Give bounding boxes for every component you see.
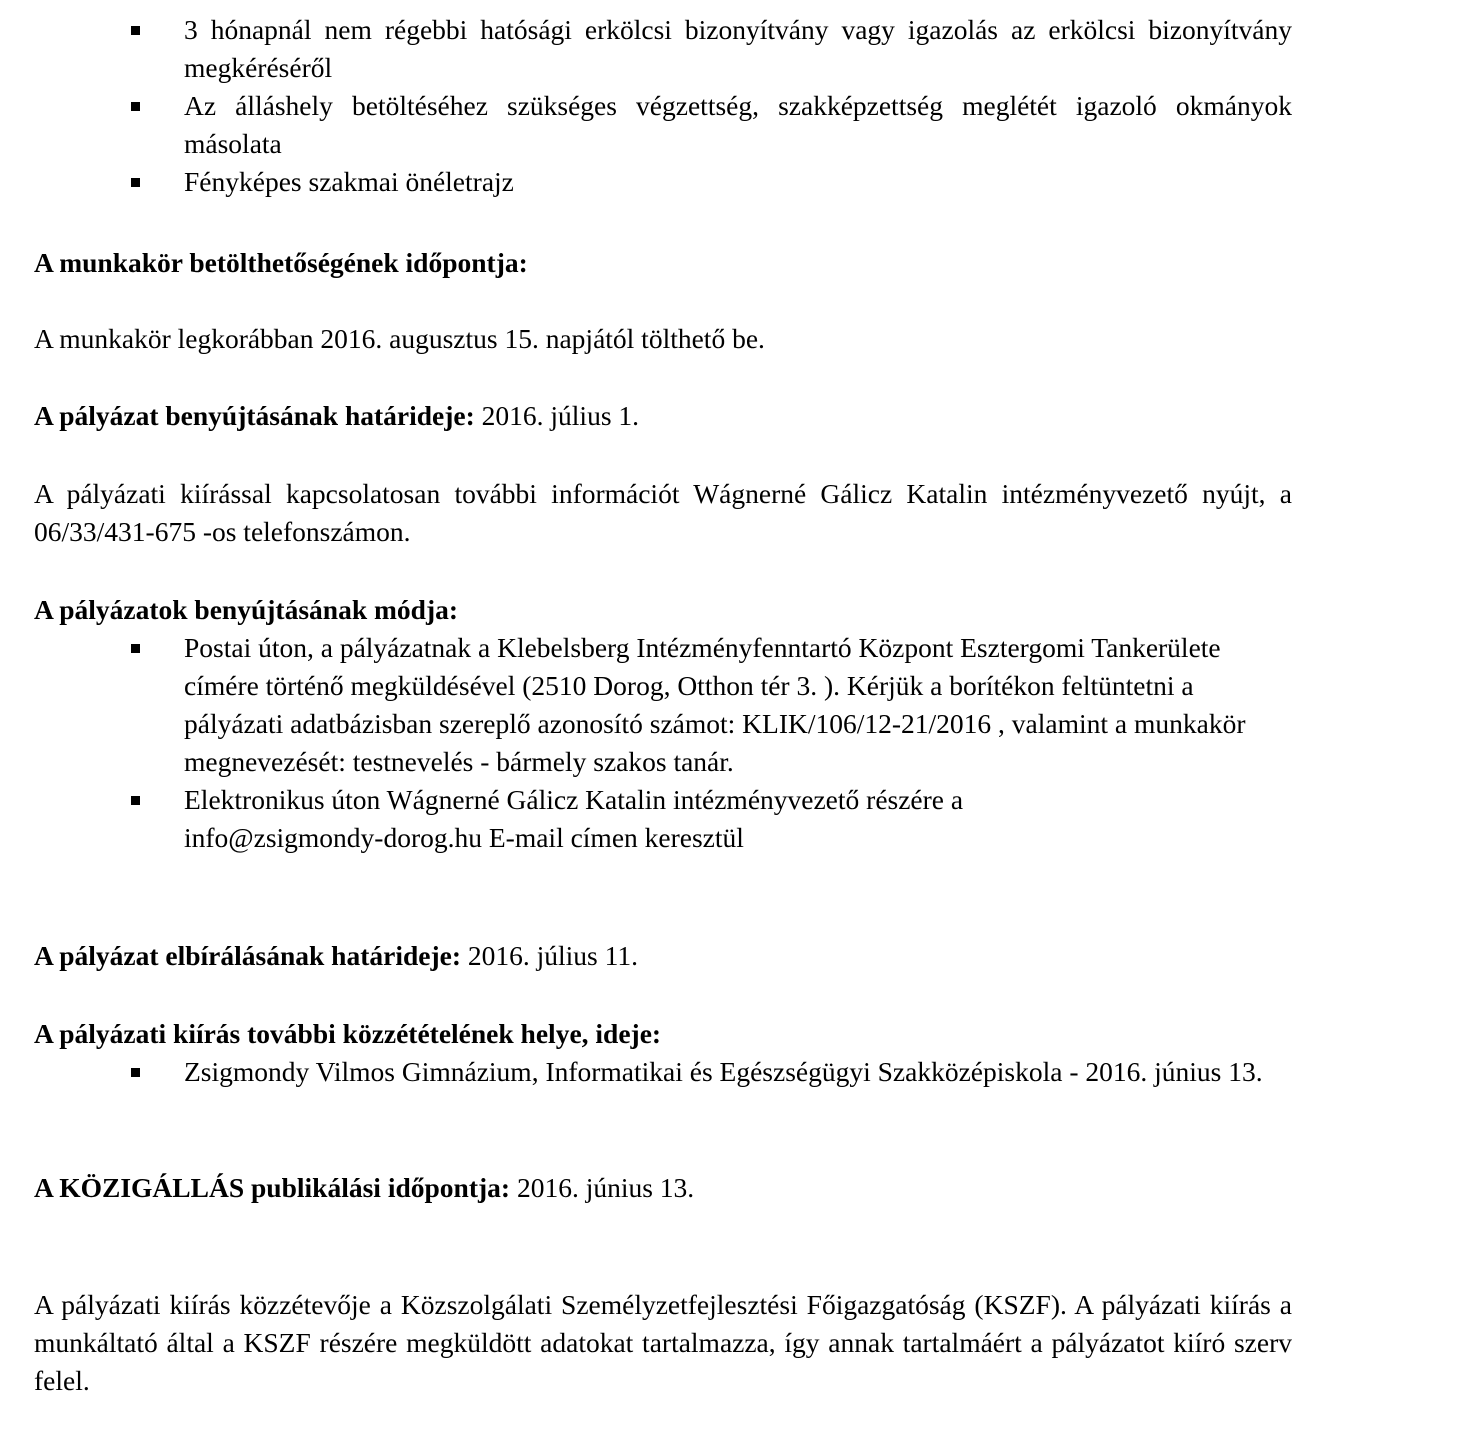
submission-deadline-value: 2016. július 1. — [474, 400, 640, 431]
list-item — [34, 781, 1292, 857]
list-item-text: Elektronikus úton Wágnerné Gálicz Katalin intézményvezető részére a info@zsigmondy-dorog.hu E-mail címen keresztül — [184, 784, 964, 853]
list-item — [34, 163, 1292, 201]
list-item-text: Postai úton, a pályázatnak a Klebelsberg Intézményfenntartó Központ Esztergomi Tankerülete címére történő megküldésével (2510 Dorog, Otthon tér 3. ). Kérjük a borítékon feltüntetni a pályázati adatbázisban szereplő azonosító számot: KLIK/106/12-21/2016 , valamint a munkakör megnevezését: testnevelés - bármely szakos tanár. — [184, 632, 1246, 777]
list-item — [34, 87, 1292, 163]
footer-publisher-text: A pályázati kiírás közzétevője a Közszolgálati Személyzetfejlesztési Főigazgatóság (KSZF). A pályázati kiírás a munkáltató által a KSZF részére megküldött adatokat tartalmazza, így annak tartalmáért a pályázatot kiíró szerv felel. — [34, 1289, 1292, 1396]
submission-method-list — [34, 629, 1292, 857]
square-bullet-icon — [131, 644, 140, 653]
submission-method-heading: A pályázatok benyújtásának módja: — [34, 594, 459, 625]
list-item-text: Zsigmondy Vilmos Gimnázium, Informatikai és Egészségügyi Szakközépiskola - 2016. június 13. — [184, 1056, 1263, 1087]
submission-deadline-label: A pályázat benyújtásának határideje: — [34, 400, 475, 431]
kozigallas-publication-date — [34, 1169, 1292, 1207]
evaluation-deadline-value: 2016. július 11. — [461, 940, 638, 971]
square-bullet-icon — [131, 178, 140, 187]
kozigallas-label: A KÖZIGÁLLÁS publikálási időpontja: — [34, 1172, 511, 1203]
square-bullet-icon — [131, 102, 140, 111]
submission-deadline — [34, 397, 1292, 435]
list-item — [34, 629, 1292, 781]
list-item-text: Fényképes szakmai önéletrajz — [184, 166, 514, 197]
top-bullet-list — [34, 11, 1292, 201]
kozigallas-value: 2016. június 13. — [510, 1172, 695, 1203]
list-item — [34, 11, 1292, 87]
publication-places-list — [34, 1053, 1292, 1091]
evaluation-deadline — [34, 937, 1292, 975]
square-bullet-icon — [131, 26, 140, 35]
list-item-text: Az álláshely betöltéséhez szükséges végzettség, szakképzettség meglétét igazoló okmányok másolata — [184, 90, 1292, 159]
square-bullet-icon — [131, 796, 140, 805]
square-bullet-icon — [131, 1068, 140, 1077]
publication-places-heading: A pályázati kiírás további közzétételének helye, ideje: — [34, 1018, 662, 1049]
contact-info-text: A pályázati kiírással kapcsolatosan további információt Wágnerné Gálicz Katalin intézményvezető nyújt, a 06/33/431-675 -os telefonszámon. — [34, 478, 1292, 547]
fill-date-text: A munkakör legkorábban 2016. augusztus 15. napjától tölthető be. — [34, 323, 765, 354]
fill-date-heading: A munkakör betölthetőségének időpontja: — [34, 247, 528, 278]
list-item — [34, 1053, 1292, 1091]
list-item-text: 3 hónapnál nem régebbi hatósági erkölcsi bizonyítvány vagy igazolás az erkölcsi bizonyítvány megkéréséről — [184, 14, 1292, 83]
evaluation-deadline-label: A pályázat elbírálásának határideje: — [34, 940, 462, 971]
